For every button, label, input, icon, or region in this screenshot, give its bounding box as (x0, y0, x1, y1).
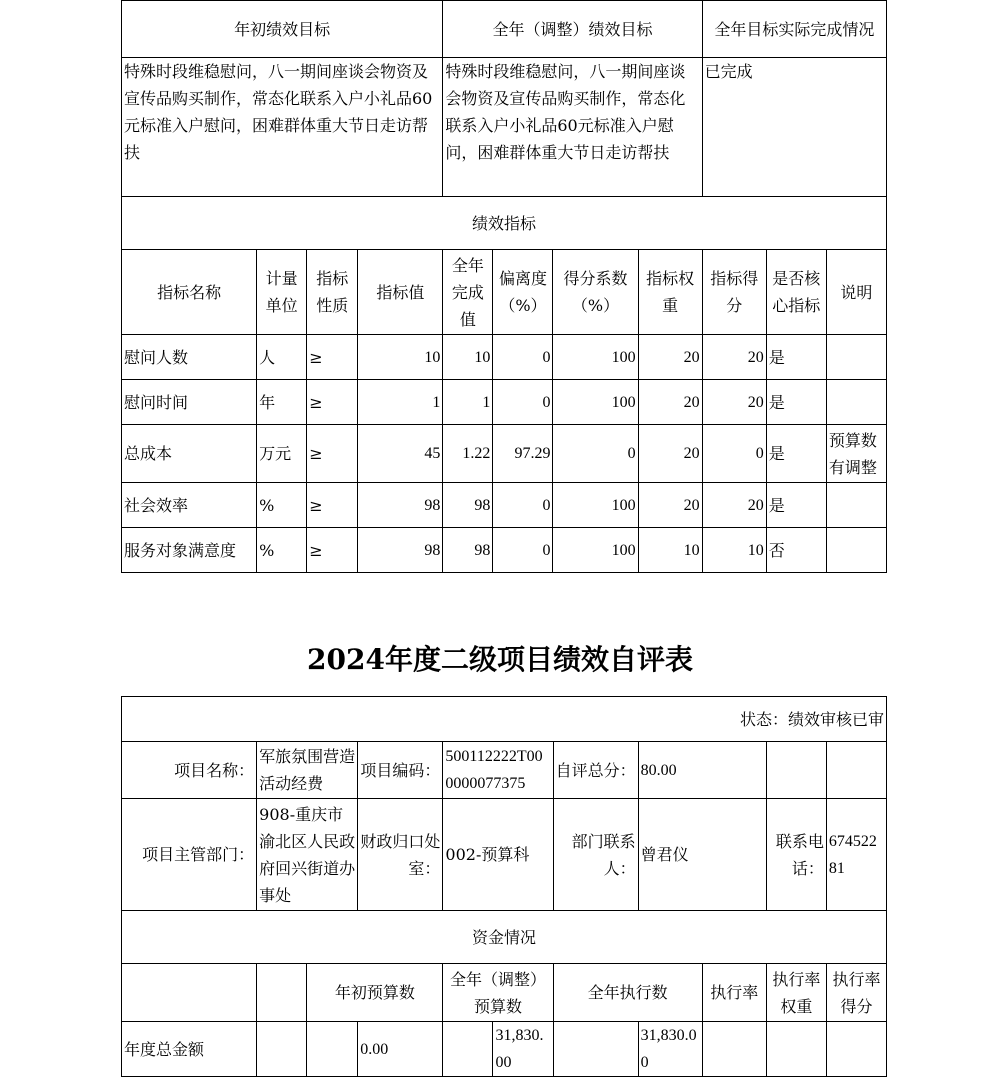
row-coef: 0 (553, 425, 638, 483)
project-self-eval-table (121, 696, 887, 1077)
row-name: 慰问人数 (122, 335, 257, 380)
empty-cell (702, 1022, 766, 1077)
contact: 曾君仪 (638, 799, 766, 911)
row-unit: 年 (257, 380, 307, 425)
col-header-weight: 指标权重 (638, 250, 702, 335)
row-deviation: 0 (493, 380, 553, 425)
project-name-label: 项目名称： (122, 742, 257, 799)
table-row (122, 425, 887, 483)
row-weight: 20 (638, 380, 702, 425)
row-deviation: 97.29 (493, 425, 553, 483)
finance-label: 财政归口处室： (358, 799, 443, 911)
row-note (826, 335, 886, 380)
empty-cell (257, 1022, 307, 1077)
row-score: 0 (702, 425, 766, 483)
table-row (122, 335, 887, 380)
empty-cell (307, 1022, 358, 1077)
performance-goals-table (121, 0, 887, 573)
header-completion: 全年目标实际完成情况 (702, 1, 886, 58)
funds-initial: 0.00 (358, 1022, 443, 1077)
row-nature: ≥ (307, 528, 358, 573)
funds-adjusted: 31,830.00 (493, 1022, 553, 1077)
row-name: 服务对象满意度 (122, 528, 257, 573)
project-code-label: 项目编码： (358, 742, 443, 799)
row-note (826, 380, 886, 425)
row-core: 是 (766, 335, 826, 380)
col-header-coef: 得分系数（%） (553, 250, 638, 335)
empty-cell (766, 1022, 826, 1077)
col-header-value: 指标值 (358, 250, 443, 335)
table-row (122, 528, 887, 573)
funds-col-initial: 年初预算数 (307, 964, 443, 1022)
funds-executed: 31,830.00 (638, 1022, 702, 1077)
funds-col-rate: 执行率 (702, 964, 766, 1022)
row-coef: 100 (553, 483, 638, 528)
empty-cell (826, 742, 886, 799)
row-unit: % (257, 528, 307, 573)
row-score: 10 (702, 528, 766, 573)
goal-text-initial: 特殊时段维稳慰问，八一期间座谈会物资及宣传品购买制作，常态化联系入户小礼品60元标准入户慰问，困难群体重大节日走访帮扶 (122, 58, 443, 197)
row-deviation: 0 (493, 335, 553, 380)
dept-label: 项目主管部门： (122, 799, 257, 911)
row-deviation: 0 (493, 483, 553, 528)
row-score: 20 (702, 380, 766, 425)
funds-col-adjusted: 全年（调整）预算数 (443, 964, 553, 1022)
row-name: 慰问时间 (122, 380, 257, 425)
indicators-title: 绩效指标 (122, 197, 887, 250)
row-note (826, 483, 886, 528)
row-unit: 万元 (257, 425, 307, 483)
row-done: 1 (443, 380, 493, 425)
row-weight: 20 (638, 483, 702, 528)
funds-row-label: 年度总金额 (122, 1022, 257, 1077)
col-header-unit: 计量单位 (257, 250, 307, 335)
col-header-deviation: 偏离度（%） (493, 250, 553, 335)
row-core: 是 (766, 425, 826, 483)
empty-cell (443, 1022, 493, 1077)
row-value: 98 (358, 528, 443, 573)
phone-label: 联系电话： (766, 799, 826, 911)
row-name: 社会效率 (122, 483, 257, 528)
table-row (122, 483, 887, 528)
empty-cell (766, 742, 826, 799)
col-header-score: 指标得分 (702, 250, 766, 335)
row-nature: ≥ (307, 425, 358, 483)
empty-cell (826, 1022, 886, 1077)
row-nature: ≥ (307, 335, 358, 380)
row-core: 是 (766, 380, 826, 425)
self-score-label: 自评总分： (553, 742, 638, 799)
row-coef: 100 (553, 380, 638, 425)
contact-label: 部门联系人： (553, 799, 638, 911)
completion-text: 已完成 (702, 58, 886, 197)
dept: 908-重庆市渝北区人民政府回兴街道办事处 (257, 799, 358, 911)
row-nature: ≥ (307, 483, 358, 528)
row-done: 98 (443, 483, 493, 528)
row-nature: ≥ (307, 380, 358, 425)
col-header-done: 全年完成值 (443, 250, 493, 335)
row-coef: 100 (553, 528, 638, 573)
row-coef: 100 (553, 335, 638, 380)
project-name: 军旅氛围营造活动经费 (257, 742, 358, 799)
row-value: 10 (358, 335, 443, 380)
row-note (826, 528, 886, 573)
row-core: 是 (766, 483, 826, 528)
phone: 67452281 (826, 799, 886, 911)
header-adjusted-goal: 全年（调整）绩效目标 (443, 1, 702, 58)
col-header-nature: 指标性质 (307, 250, 358, 335)
funds-col-rate-weight: 执行率权重 (766, 964, 826, 1022)
self-score: 80.00 (638, 742, 766, 799)
row-name: 总成本 (122, 425, 257, 483)
row-value: 45 (358, 425, 443, 483)
page-title: 2024年度二级项目绩效自评表 (307, 643, 693, 676)
row-value: 1 (358, 380, 443, 425)
row-done: 10 (443, 335, 493, 380)
empty-cell (553, 1022, 638, 1077)
table-row (122, 1022, 887, 1077)
row-done: 1.22 (443, 425, 493, 483)
project-code: 500112222T000000077375 (443, 742, 553, 799)
row-note: 预算数有调整 (826, 425, 886, 483)
col-header-name: 指标名称 (122, 250, 257, 335)
empty-cell (257, 964, 307, 1022)
funds-col-rate-score: 执行率得分 (826, 964, 886, 1022)
goal-text-adjusted: 特殊时段维稳慰问，八一期间座谈会物资及宣传品购买制作，常态化联系入户小礼品60元标准入户慰问，困难群体重大节日走访帮扶 (443, 58, 702, 197)
col-header-note: 说明 (826, 250, 886, 335)
funds-col-executed: 全年执行数 (553, 964, 702, 1022)
row-value: 98 (358, 483, 443, 528)
row-weight: 20 (638, 335, 702, 380)
row-unit: % (257, 483, 307, 528)
header-initial-goal: 年初绩效目标 (122, 1, 443, 58)
row-core: 否 (766, 528, 826, 573)
row-weight: 20 (638, 425, 702, 483)
table-row (122, 380, 887, 425)
finance: 002-预算科 (443, 799, 553, 911)
row-score: 20 (702, 335, 766, 380)
row-weight: 10 (638, 528, 702, 573)
status-badge: 状态：绩效审核已审 (122, 697, 887, 742)
row-score: 20 (702, 483, 766, 528)
row-done: 98 (443, 528, 493, 573)
row-unit: 人 (257, 335, 307, 380)
funds-title: 资金情况 (122, 911, 887, 964)
col-header-core: 是否核心指标 (766, 250, 826, 335)
row-deviation: 0 (493, 528, 553, 573)
empty-cell (122, 964, 257, 1022)
